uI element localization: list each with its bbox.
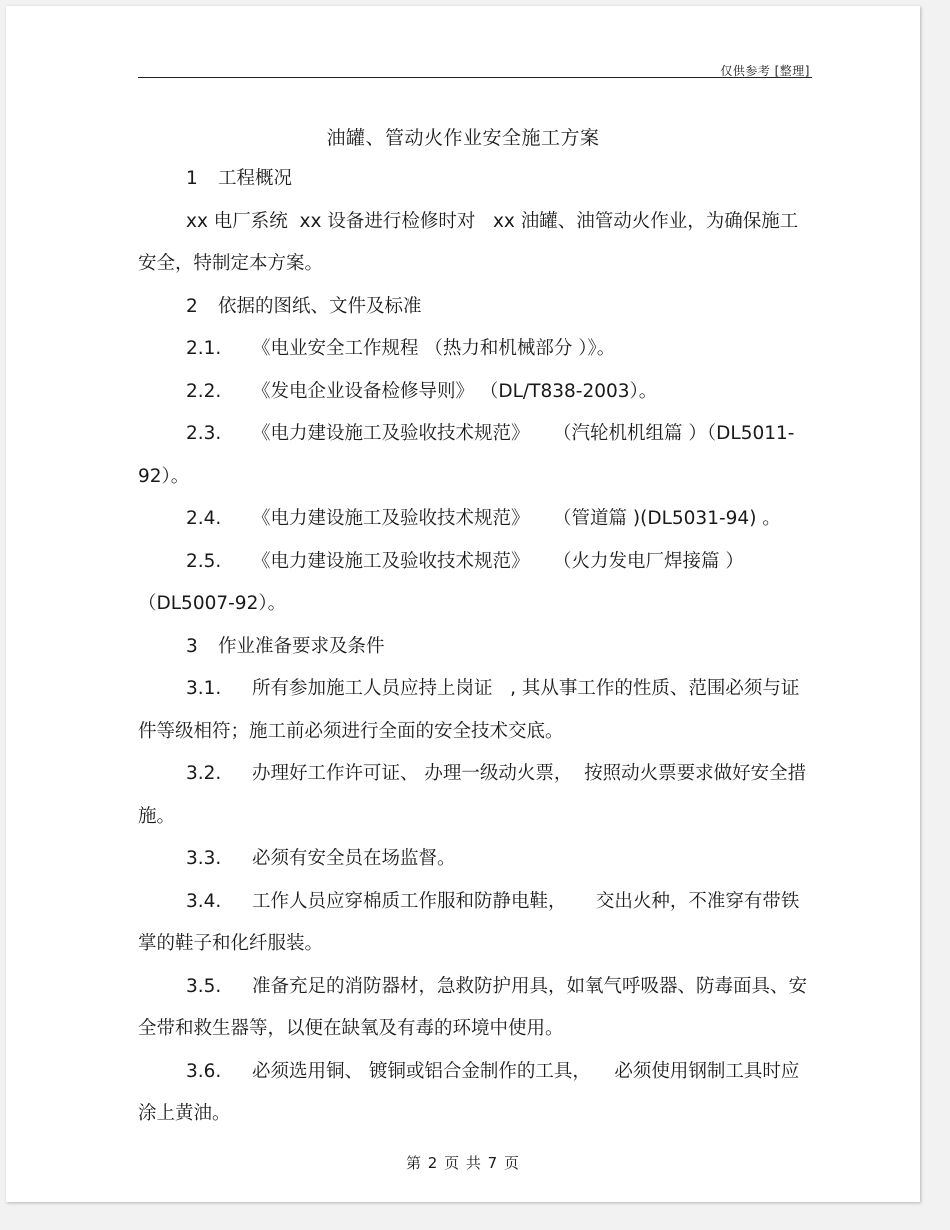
list-item: 3.4. 工作人员应穿棉质工作服和防静电鞋， 交出火种，不准穿有带铁掌的鞋子和化纤服装。 [138,890,800,954]
list-item: 2.3. 《电力建设施工及验收技术规范》 （汽轮机机组篇 ）（DL5011-92）。 [138,423,795,487]
list-item: 2.1. 《电业安全工作规程 （热力和机械部分 ）》。 [186,338,616,359]
header-divider [138,77,812,78]
document-body [138,158,816,1136]
list-item: 3.2. 办理好工作许可证、 办理一级动火票， 按照动火票要求做好安全措施。 [138,763,807,827]
list-item: 3.6. 必须选用铜、 镀铜或铝合金制作的工具， 必须使用钢制工具时应涂上黄油。 [138,1060,800,1124]
list-item: 2.4. 《电力建设施工及验收技术规范》 （管道篇 )(DL5031-94) 。 [186,508,781,529]
header-note: 仅供参考 [整理] [720,64,810,78]
page-number-footer: 第 2 页 共 7 页 [406,1154,520,1172]
list-item: 3.3. 必须有安全员在场监督。 [186,848,456,869]
document-page [6,6,920,1202]
document-title: 油罐、管动火作业安全施工方案 [326,127,600,149]
list-item: 3.5. 准备充足的消防器材，急救防护用具，如氧气呼吸器、防毒面具、安全带和救生器等，以便在缺氧及有毒的环境中使用。 [138,975,808,1039]
paragraph-overview: xx 电厂系统 xx 设备进行检修时对 xx 油罐、油管动火作业，为确保施工安全，特制定本方案。 [138,210,799,274]
section-heading-3: 3 作业准备要求及条件 [186,635,385,657]
section-heading-1: 1 工程概况 [186,168,293,189]
section-heading-2: 2 依据的图纸、文件及标准 [186,295,422,317]
list-item: 3.1. 所有参加施工人员应持上岗证 , 其从事工作的性质、范围必须与证件等级相符；施工前必须进行全面的安全技术交底。 [138,678,800,742]
list-item: 2.5. 《电力建设施工及验收技术规范》 （火力发电厂焊接篇 ）（DL5007-92）。 [138,550,744,614]
list-item: 2.2. 《发电企业设备检修导则》 （DL/T838-2003）。 [186,380,658,402]
